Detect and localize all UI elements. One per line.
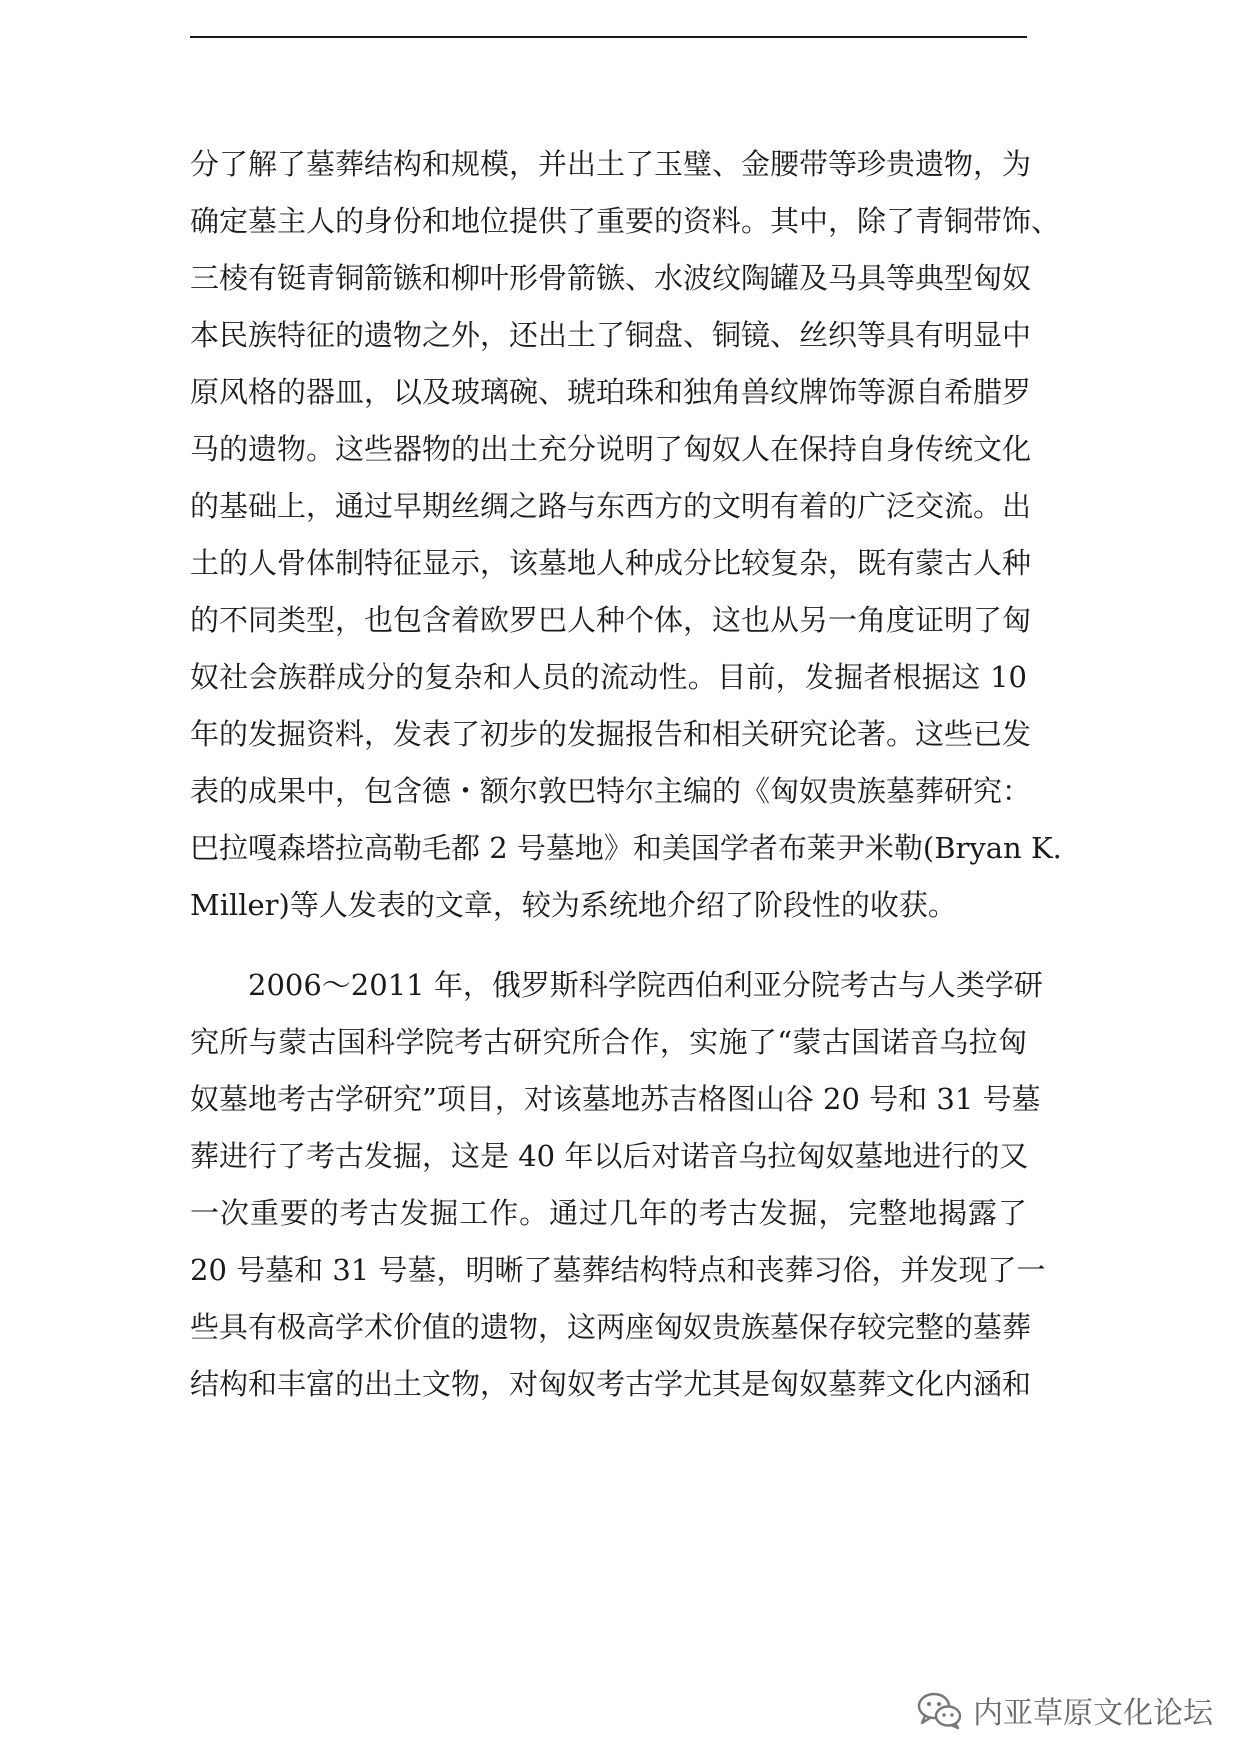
paragraph-line: 奴墓地考古学研究”项目，对该墓地苏吉格图山谷 20 号和 31 号墓: [190, 1082, 1041, 1116]
paragraph-line: 的不同类型，也包含着欧罗巴人种个体，这也从另一角度证明了匈: [190, 603, 1032, 637]
paragraph-line: 究所与蒙古国科学院考古研究所合作，实施了“蒙古国诺音乌拉匈: [190, 1025, 1027, 1059]
paragraph-line: 一次重要的考古发掘工作。通过几年的考古发掘，完整地揭露了: [190, 1196, 1027, 1230]
paragraph-line: 分了解了墓葬结构和规模，并出土了玉璧、金腰带等珍贵遗物，为: [190, 147, 1032, 181]
paragraph-line: 表的成果中，包含德・额尔敦巴特尔主编的《匈奴贵族墓葬研究：: [190, 774, 1032, 808]
watermark: [917, 1688, 1213, 1732]
paragraph-line: 确定墓主人的身份和地位提供了重要的资料。其中，除了青铜带饰、: [190, 204, 1061, 238]
paragraph-line: 马的遗物。这些器物的出土充分说明了匈奴人在保持自身传统文化: [190, 432, 1032, 466]
header-rule: [190, 36, 1027, 38]
paragraph-line: 些具有极高学术价值的遗物，这两座匈奴贵族墓保存较完整的墓葬: [190, 1310, 1032, 1344]
paragraph-line: 葬进行了考古发掘，这是 40 年以后对诺音乌拉匈奴墓地进行的又: [190, 1139, 1029, 1173]
paragraph-line: 巴拉嘎森塔拉高勒毛都 2 号墓地》和美国学者布莱尹米勒(Bryan K.: [190, 831, 1062, 865]
paragraph-line: Miller)等人发表的文章，较为系统地介绍了阶段性的收获。: [190, 888, 957, 922]
paragraph-line: 20 号墓和 31 号墓，明晰了墓葬结构特点和丧葬习俗，并发现了一: [190, 1253, 1046, 1287]
paragraph-line: 年的发掘资料，发表了初步的发掘报告和相关研究论著。这些已发: [190, 717, 1032, 751]
paragraph-line: 2006～2011 年，俄罗斯科学院西伯利亚分院考古与人类学研: [248, 968, 1043, 1002]
paragraph-line: 土的人骨体制特征显示，该墓地人种成分比较复杂，既有蒙古人种: [190, 546, 1032, 580]
paragraph-line: 结构和丰富的出土文物，对匈奴考古学尤其是匈奴墓葬文化内涵和: [190, 1367, 1032, 1401]
paragraph-line: 三棱有铤青铜箭镞和柳叶形骨箭镞、水波纹陶罐及马具等典型匈奴: [190, 261, 1032, 295]
paragraph-line: 原风格的器皿，以及玻璃碗、琥珀珠和独角兽纹牌饰等源自希腊罗: [190, 375, 1032, 409]
paragraph-line: 本民族特征的遗物之外，还出土了铜盘、铜镜、丝织等具有明显中: [190, 318, 1032, 352]
wechat-icon: [917, 1690, 963, 1730]
watermark-text: 内亚草原文化论坛: [973, 1696, 1213, 1731]
paragraph-line: 奴社会族群成分的复杂和人员的流动性。目前，发掘者根据这 10: [190, 660, 1027, 694]
paragraph-line: 的基础上，通过早期丝绸之路与东西方的文明有着的广泛交流。出: [190, 489, 1032, 523]
